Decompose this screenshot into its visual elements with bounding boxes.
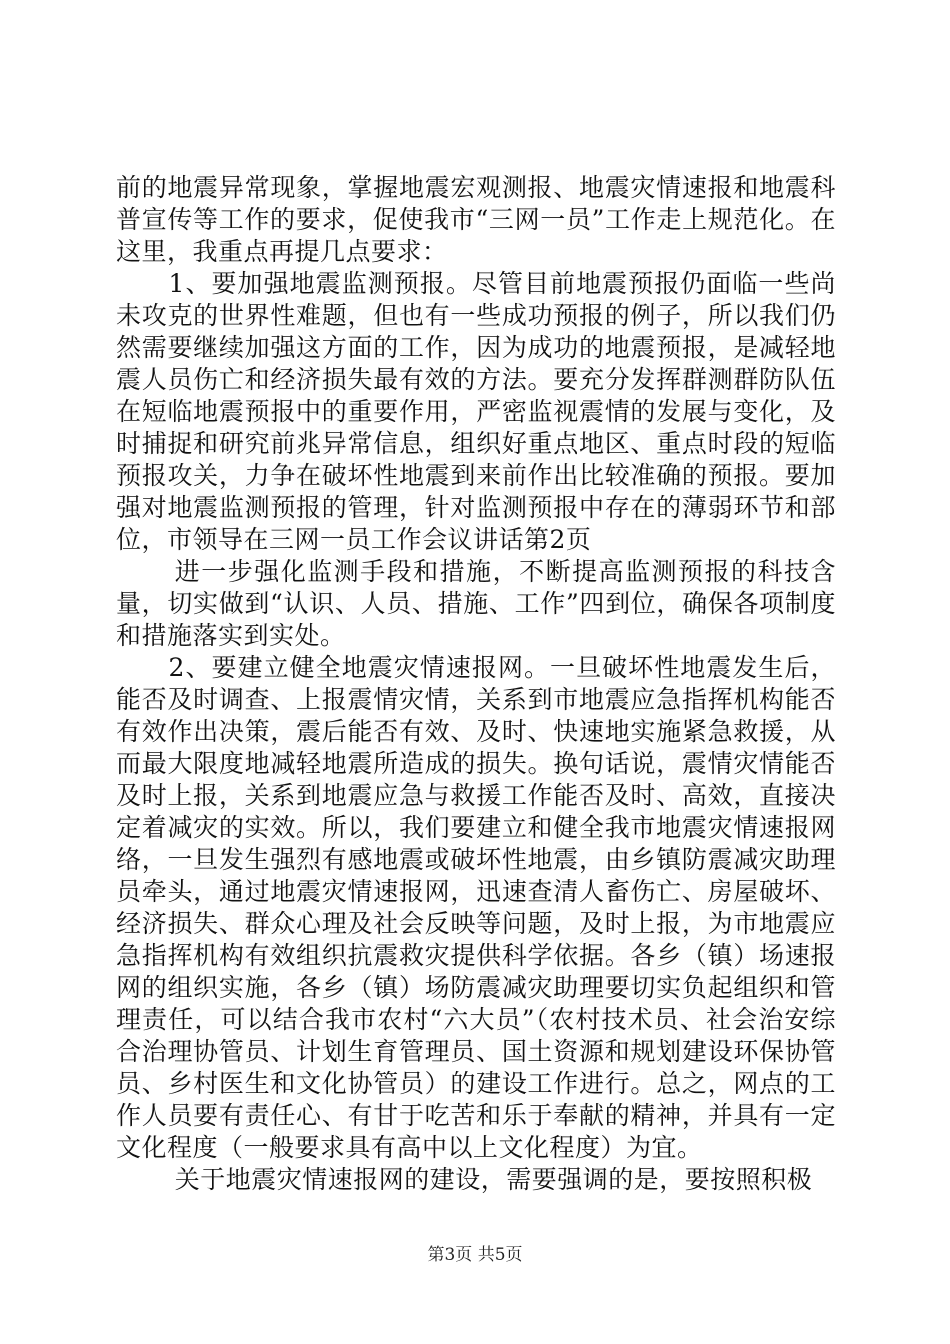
page-number-footer: 第3页 共5页 [427,1245,523,1265]
paragraph-point-1: 1、要加强地震监测预报。尽管目前地震预报仍面临一些尚未攻克的世界性难题，但也有一些成功预报的例子，所以我们仍然需要继续加强这方面的工作，因为成功的地震预报，是减轻地震人员伤亡和经济损失最有效的方法。要充分发挥群测群防队伍在短临地震预报中的重要作用，严密监视震情的发展与变化，及时捕捉和研究前兆异常信息，组织好重点地区、重点时段的短临预报攻关，力争在破坏性地震到来前作出比较准确的预报。要加强对地震监测预报的管理，针对监测预报中存在的薄弱环节和部位，市领导在三网一员工作会议讲话第2页 [116,269,836,554]
document-body [116,172,836,1196]
paragraph-speed-network-note: 关于地震灾情速报网的建设，需要强调的是，要按照积极 [174,1165,813,1194]
paragraph-point-2: 2、要建立健全地震灾情速报网。一旦破坏性地震发生后，能否及时调查、上报震情灾情，关系到市地震应急指挥机构能否有效作出决策，震后能否有效、及时、快速地实施紧急救援，从而最大限度地减轻地震所造成的损失。换句话说，震情灾情能否及时上报，关系到地震应急与救援工作能否及时、高效，直接决定着减灾的实效。所以，我们要建立和健全我市地震灾情速报网络，一旦发生强烈有感地震或破坏性地震，由乡镇防震减灾助理员牵头，通过地震灾情速报网，迅速查清人畜伤亡、房屋破坏、经济损失、群众心理及社会反映等问题，及时上报，为市地震应急指挥机构有效组织抗震救灾提供科学依据。各乡（镇）场速报网的组织实施，各乡（镇）场防震减灾助理要切实负起组织和管理责任，可以结合我市农村“六大员”（农村技术员、社会治安综合治理协管员、计划生育管理员、国土资源和规划建设环保协管员、乡村医生和文化协管员）的建设工作进行。总之，网点的工作人员要有责任心、有甘于吃苦和乐于奉献的精神，并具有一定文化程度（一般要求具有高中以上文化程度）为宜。 [116,653,836,1162]
paragraph-point-1-continued: 进一步强化监测手段和措施，不断提高监测预报的科技含量，切实做到“认识、人员、措施、工作”四到位，确保各项制度和措施落实到实处。 [116,557,836,650]
paragraph-intro-continuation: 前的地震异常现象，掌握地震宏观测报、地震灾情速报和地震科普宣传等工作的要求，促使我市“三网一员”工作走上规范化。在这里，我重点再提几点要求： [116,173,836,266]
